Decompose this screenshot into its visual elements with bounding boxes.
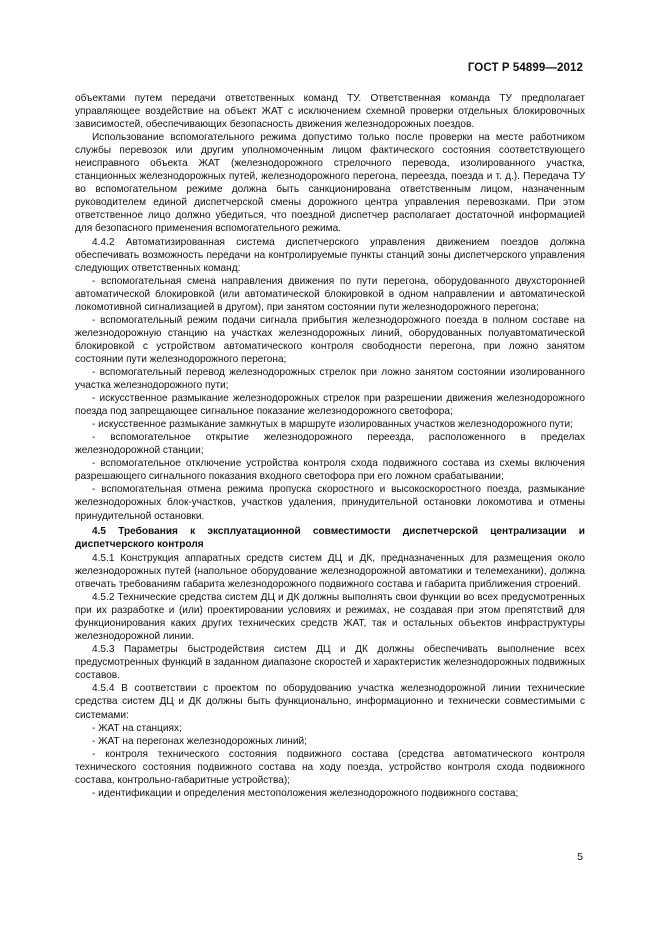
section-heading: 4.5 Требования к эксплуатационной совместимости диспетчерской централизации и диспетчерского контроля: [75, 525, 585, 550]
paragraph: 4.4.2 Автоматизированная система диспетчерского управления движением поездов должна обеспечивать возможность передачи на контролируемые пункты станций зоны диспетчерского управления следующих ответственных команд:: [75, 236, 585, 274]
list-item: - искусственное размыкание железнодорожных стрелок при разрешении движения железнодорожного поезда под запрещающее сигнальное показание железнодорожного светофора;: [75, 393, 585, 418]
paragraph: 4.5.3 Параметры быстродействия систем ДЦ и ДК должны обеспечивать выполнение всех предусмотренных функций в заданном диапазоне скоростей и характеристик железнодорожных подвижных составов.: [75, 644, 585, 682]
list-item: - ЖАТ на перегонах железнодорожных линий;: [92, 735, 307, 747]
list-item: - вспомогательный режим подачи сигнала прибытия железнодорожного поезда в полном составе на железнодорожную станцию на участках железнодорожных линий, оборудованных полуавтоматической блокировкой с устройством автоматического контроля свободности перегона, при ложно занятом состоянии пути железнодорожного перегона;: [75, 314, 585, 365]
document-body: [75, 92, 585, 800]
list-item: - вспомогательное отключение устройства контроля схода подвижного состава из схемы включения разрешающего сигнального показания входного светофора при его ложном срабатывании;: [75, 458, 585, 483]
list-item: - вспомогательная отмена режима пропуска скоростного и высокоскоростного поезда, размыкание железнодорожных блок-участков, участков удаления, принудительной остановки локомотива и отмены принудительной остановки.: [75, 484, 585, 522]
paragraph: 4.5.2 Технические средства систем ДЦ и ДК должны выполнять свои функции во всех предусмотренных при их разработке и (или) проектировании условиях и режимах, не создавая при этом препятствий для функционирования каких других технических средств ЖАТ, так и остальных объектов инфраструктуры железнодорожной линии.: [75, 592, 585, 643]
page-number: 5: [577, 851, 583, 863]
paragraph: 4.5.4 В соответствии с проектом по оборудованию участка железнодорожной линии технические средства систем ДЦ и ДК должны быть функционально, информационно и технически совместимыми с системами:: [75, 683, 585, 721]
paragraph: 4.5.1 Конструкция аппаратных средств систем ДЦ и ДК, предназначенных для размещения около железнодорожных путей (напольное оборудование железнодорожной автоматики и телемеханики), должна отвечать требованиям габарита железнодорожного подвижного состава и габарита приближения строений.: [75, 552, 585, 591]
paragraph: Использование вспомогательного режима допустимо только после проверки на месте работником службы перевозок или другим уполномоченным лицом фактического состояния соответствующего неисправного объекта ЖАТ (железнодорожного стрелочного перевода, изолированного участка, станционных железнодорожных путей, железнодорожного перегона, переезда, поезда и т. д.). Передача ТУ во вспомогательном режиме должна быть санкционирована ответственным лицом, назначенным руководителем единой диспетчерской смены дорожного центра управления перевозками. При этом ответственное лицо должно убедиться, что поездной диспетчер располагает достаточной информацией для безопасного применения вспомогательного режима.: [75, 132, 585, 235]
list-item: - искусственное размыкание замкнутых в маршруте изолированных участков железнодорожного пути;: [92, 419, 573, 431]
document-code-header: ГОСТ Р 54899—2012: [467, 62, 583, 74]
paragraph: объектами путем передачи ответственных команд ТУ. Ответственная команда ТУ предполагает управляющее воздействие на объект ЖАТ с исключением схемной проверки отдельных блокировочных зависимостей, обеспечивающих безопасность движения железнодорожных поездов.: [75, 93, 585, 131]
list-item: - контроля технического состояния подвижного состава (средства автоматического контроля технического состояния подвижного состава на ходу поезда, устройство контроля схода подвижного состава, контрольно-габаритные устройства);: [75, 748, 585, 786]
list-item: - вспомогательная смена направления движения по пути перегона, оборудованного двухсторонней автоматической блокировкой (или автоматической блокировкой в одном направлении и автоматической локомотивной сигнализацией в другом), при занятом состоянии пути железнодорожного перегона;: [75, 275, 585, 313]
list-item: - вспомогательное открытие железнодорожного переезда, расположенного в пределах железнодорожной станции;: [75, 432, 585, 457]
list-item: - ЖАТ на станциях;: [92, 722, 182, 734]
list-item: - идентификации и определения местоположения железнодорожного подвижного состава;: [92, 787, 519, 799]
list-item: - вспомогательный перевод железнодорожных стрелок при ложно занятом состоянии изолированного участка железнодорожного пути;: [75, 366, 585, 392]
